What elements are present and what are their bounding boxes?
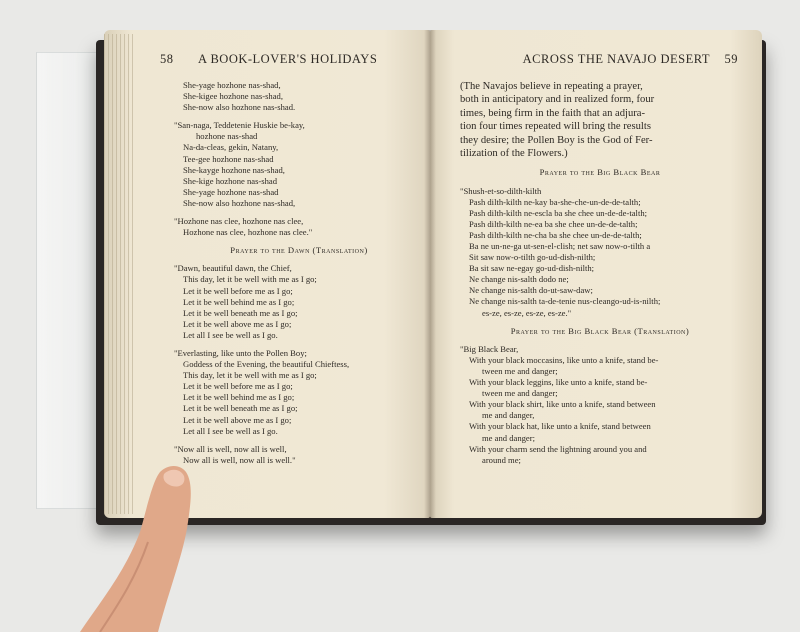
right-running-title: ACROSS THE NAVAJO DESERT (522, 52, 710, 66)
verse-line: Goddess of the Evening, the beautiful Chieftess, (183, 359, 350, 370)
verse-line: Let all I see be well as I go. (183, 329, 278, 340)
prayer-verses (460, 160, 740, 465)
verse-line: This day, let it be well with me as I go; (183, 274, 317, 285)
stanza-gap (174, 113, 424, 120)
verse-line: She-now also hozhone nas-shad. (183, 102, 296, 113)
verse-line: Tee-gee hozhone nas-shad (183, 153, 274, 164)
book-gutter (424, 30, 436, 518)
stanza-gap (460, 160, 740, 167)
verse-line: She-yage hozhone nas-shad (183, 186, 279, 197)
verse-line: With your black shirt, like unto a knife, stand between (469, 399, 656, 410)
verse-line: Let it be well above me as I go; (183, 414, 292, 425)
verse-line: Let all I see be well as I go. (183, 425, 278, 436)
verse-line: She-yage hozhone nas-shad, (183, 80, 281, 90)
verse-line: She-now also hozhone nas-shad, (183, 197, 296, 208)
verse-line: me and danger; (482, 432, 535, 443)
left-running-title: A BOOK-LOVER'S HOLIDAYS (198, 52, 378, 66)
verse-line: Ba ne un-ne-ga ut-sen-el-clish; net saw now-o-tilth a (469, 241, 651, 251)
prose-line: tion four times repeated will bring the results (460, 121, 651, 133)
stanza-gap (460, 319, 740, 326)
verse-line: "San-naga, Teddetenie Huskie be-kay, (174, 120, 305, 131)
prose-line: (The Navajos believe in repeating a prayer, (460, 81, 643, 92)
verse-line: Ba sit saw ne-egay go-ud-dish-nilth; (469, 263, 595, 274)
verse-line: Pash dilth-kilth ne-ea ba she chee un-de-de-talth; (469, 218, 638, 229)
verse-line: Pash dilth-kilth ne-kay ba-she-che-un-de-de-talth; (469, 196, 641, 207)
prose-line: tilization of the Flowers.) (460, 148, 568, 160)
stanza-gap (460, 337, 740, 344)
verse-line: "Dawn, beautiful dawn, the Chief, (174, 263, 292, 274)
stanza-gap (174, 341, 424, 348)
verse-line: Let it be well behind me as I go; (183, 392, 295, 403)
stanza-gap (174, 209, 424, 216)
verse-line: Let it be well before me as I go; (183, 285, 293, 296)
verse-line: hozhone nas-shad (196, 131, 258, 142)
verse-line: Let it be well behind me as I go; (183, 296, 295, 307)
stanza-gap (174, 256, 424, 263)
stanza-gap (174, 238, 424, 245)
verse-line: Ne change nis-salth dodo ne; (469, 274, 569, 285)
right-page-number: 59 (724, 52, 738, 66)
verse-line: "Everlasting, like unto the Pollen Boy; (174, 347, 307, 358)
verse-line: She-kige hozhone nas-shad (183, 175, 278, 186)
verse-line: Let it be well above me as I go; (183, 318, 292, 329)
verse-line: Ne change nis-salth ta-de-tenie nus-cleango-ud-is-nilth; (469, 296, 661, 307)
verse-line: Hozhone nas clee, hozhone nas clee." (183, 227, 313, 238)
verse-line: me and danger, (482, 410, 535, 421)
verse-line: With your black moccasins, like unto a knife, stand be- (469, 354, 659, 365)
left-page (104, 30, 430, 518)
verse-line: She-kigee hozhone nas-shad, (183, 91, 283, 102)
verse-line: Pash dilth-kilth ne-cha ba she chee un-de-de-talth; (469, 229, 642, 240)
verse-line: around me; (482, 454, 521, 465)
verse-line: es-ze, es-ze, es-ze, es-ze." (482, 307, 572, 318)
section-heading: Prayer to the Big Black Bear (Translation) (510, 325, 690, 336)
verse-line: Let it be well beneath me as I go; (183, 403, 298, 414)
stanza-gap (174, 437, 424, 444)
verse-line: tween me and danger; (482, 365, 558, 376)
prose-line: they desire; the Pollen Boy is the God of Fer- (460, 134, 653, 146)
verse-line: "Hozhone nas clee, hozhone nas clee, (174, 216, 304, 227)
thumb-holding-book (40, 462, 270, 632)
verse-line: "Big Black Bear, (460, 343, 519, 354)
intro-paragraph (460, 80, 740, 160)
verse-line: Na-da-cleas, gekin, Natany, (183, 142, 279, 153)
section-heading: Prayer to the Big Black Bear (539, 167, 661, 178)
verse-line: Now all is well, now all is well." (183, 454, 296, 465)
verse-line: Let it be well beneath me as I go; (183, 307, 298, 318)
verse-line: This day, let it be well with me as I go; (183, 370, 317, 381)
verse-line: With your black hat, like unto a knife, stand between (469, 421, 651, 432)
prose-line: both in anticipatory and in realized form, four (460, 94, 655, 106)
verse-line: Let it be well before me as I go; (183, 381, 293, 392)
right-page-text (460, 80, 740, 466)
stanza-gap (460, 179, 740, 186)
verse-line: She-kayge hozhone nas-shad, (183, 164, 285, 175)
prose-line: times, being firm in the faith that an adjura- (460, 107, 646, 119)
page-edges (104, 34, 134, 514)
verse-line: "Now all is well, now all is well, (174, 443, 287, 454)
verse-line: Pash dilth-kilth ne-escla ba she chee un-de-de-talth; (469, 207, 648, 218)
verse-line: Sit saw now-o-tilth go-ud-dish-nilth; (469, 252, 596, 263)
verse-line: With your charm send the lightning around you and (469, 443, 647, 454)
verse-line: "Shush-et-so-dilth-kilth (460, 185, 542, 196)
left-page-number: 58 (160, 52, 174, 66)
verse-line: With your black leggins, like unto a knife, stand be- (469, 377, 648, 388)
right-page (430, 30, 762, 518)
verse-line: Ne change nis-salth do-ut-saw-daw; (469, 285, 593, 296)
section-heading: Prayer to the Dawn (Translation) (230, 245, 368, 256)
left-page-text (174, 80, 424, 466)
verse-line: tween me and danger; (482, 388, 558, 399)
